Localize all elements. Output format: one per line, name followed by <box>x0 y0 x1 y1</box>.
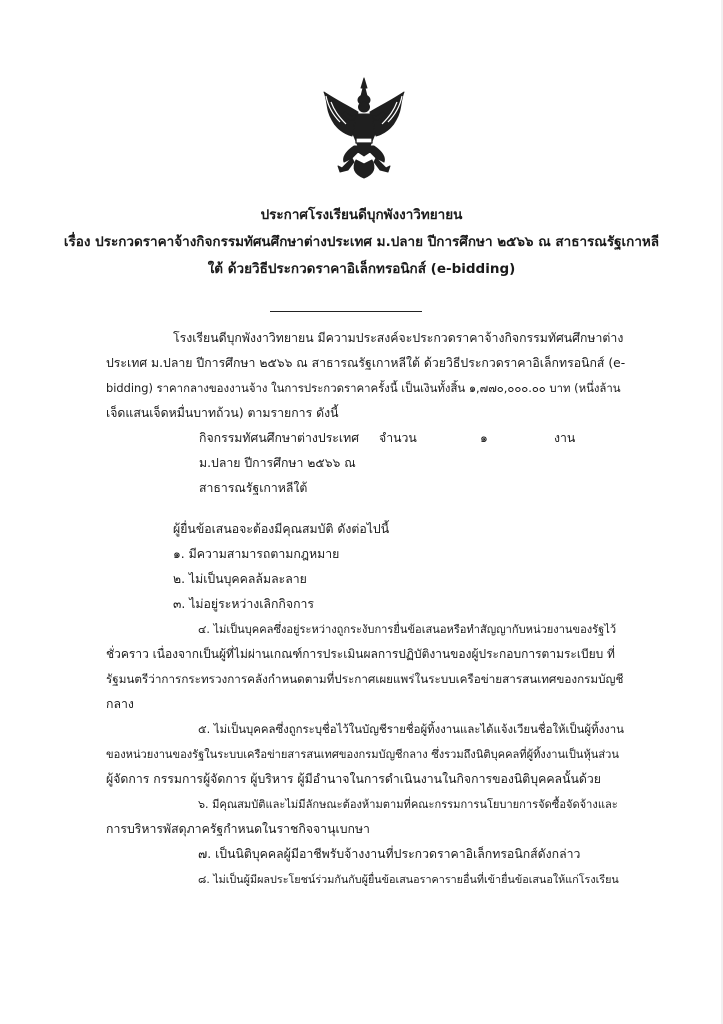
item-qty-label: จำนวน <box>379 431 417 445</box>
item-qty: ๑ <box>480 431 488 445</box>
item-row <box>106 451 626 476</box>
qualification-item: ๔. ไม่เป็นบุคคลซึ่งอยู่ระหว่างถูกระงับการยื่นข้อเสนอหรือทำสัญญากับหน่วยงานของรัฐไว้ <box>198 623 617 636</box>
qualification-item: ชั่วคราว เนื่องจากเป็นผู้ที่ไม่ผ่านเกณฑ์การประเมินผลการปฏิบัติงานของผู้ประกอบการตามระเบียบ ที่ <box>106 647 615 661</box>
qualification-item: ๘. ไม่เป็นผู้มีผลประโยชน์ร่วมกันกับผู้ยื่นข้อเสนอราคารายอื่นที่เข้ายื่นข้อเสนอให้แก่โรงเรียน <box>198 873 619 886</box>
qualification-item: ของหน่วยงานของรัฐในระบบเครือข่ายสารสนเทศของกรมบัญชีกลาง ซึ่งรวมถึงนิติบุคคลที่ผู้ทิ้งงานเป็นหุ้นส่วน <box>106 748 619 761</box>
qualification-item: ๕. ไม่เป็นบุคคลซึ่งถูกระบุชื่อไว้ในบัญชีรายชื่อผู้ทิ้งงานและได้แจ้งเวียนชื่อให้เป็นผู้ทิ้งงาน <box>198 722 624 736</box>
item-name: สาธารณรัฐเกาหลีใต้ <box>199 481 308 495</box>
title-divider <box>270 311 422 312</box>
garuda-emblem <box>318 76 410 180</box>
qualification-item: ๖. มีคุณสมบัติและไม่มีลักษณะต้องห้ามตามที่คณะกรรมการนโยบายการจัดซื้อจัดจ้างและ <box>198 798 618 811</box>
title-line-1: ประกาศโรงเรียนดีบุกพังงาวิทยายน <box>260 207 463 223</box>
intro-line: ประเทศ ม.ปลาย ปีการศึกษา ๒๕๖๖ ณ สาธารณรัฐเกาหลีใต้ ด้วยวิธีประกวดราคาอิเล็กทรอนิกส์ (e- <box>106 356 626 370</box>
announcement-title <box>60 202 663 283</box>
qualification-item: ๓. ไม่อยู่ระหว่างเลิกกิจการ <box>173 597 315 611</box>
title-line-2: เรื่อง ประกวดราคาจ้างกิจกรรมทัศนศึกษาต่างประเทศ ม.ปลาย ปีการศึกษา ๒๕๖๖ ณ สาธารณรัฐเกาหลี <box>63 234 660 250</box>
item-unit: งาน <box>554 431 576 445</box>
item-name: ม.ปลาย ปีการศึกษา ๒๕๖๖ ณ <box>199 456 356 470</box>
qualification-item: ๒. ไม่เป็นบุคคลล้มละลาย <box>173 572 307 586</box>
intro-line: เจ็ดแสนเจ็ดหมื่นบาทถ้วน) ตามรายการ ดังนี้ <box>106 406 339 420</box>
intro-line: โรงเรียนดีบุกพังงาวิทยายน มีความประสงค์จะประกวดราคาจ้างกิจกรรมทัศนศึกษาต่าง <box>173 331 624 345</box>
qualification-item: ๑. มีความสามารถตามกฎหมาย <box>173 547 340 561</box>
item-row <box>106 476 626 501</box>
item-name: กิจกรรมทัศนศึกษาต่างประเทศ <box>199 431 360 445</box>
qualification-item: การบริหารพัสดุภาครัฐกำหนดในราชกิจจานุเบกษา <box>106 822 370 836</box>
qualification-item: รัฐมนตรีว่าการกระทรวงการคลังกำหนดตามที่ประกาศเผยแพร่ในระบบเครือข่ายสารสนเทศของกรมบัญชี <box>106 672 624 686</box>
announcement-body <box>106 326 626 892</box>
qualification-item: กลาง <box>106 697 134 711</box>
qualifications-heading: ผู้ยื่นข้อเสนอจะต้องมีคุณสมบัติ ดังต่อไปนี้ <box>173 522 390 536</box>
qualification-item: ผู้จัดการ กรรมการผู้จัดการ ผู้บริหาร ผู้มีอำนาจในการดำเนินงานในกิจการของนิติบุคคลนั้นด้วย <box>106 772 601 786</box>
item-row <box>106 426 626 451</box>
title-line-3: ใต้ ด้วยวิธีประกวดราคาอิเล็กทรอนิกส์ (e-bidding) <box>207 261 516 277</box>
intro-line: bidding) ราคากลางของงานจ้าง ในการประกวดราคาครั้งนี้ เป็นเงินทั้งสิ้น ๑,๗๗๐,๐๐๐.๐๐ บาท (หนึ่งล้าน <box>106 381 621 395</box>
qualification-item: ๗. เป็นนิติบุคคลผู้มีอาชีพรับจ้างงานที่ประกวดราคาอิเล็กทรอนิกส์ดังกล่าว <box>198 847 581 861</box>
